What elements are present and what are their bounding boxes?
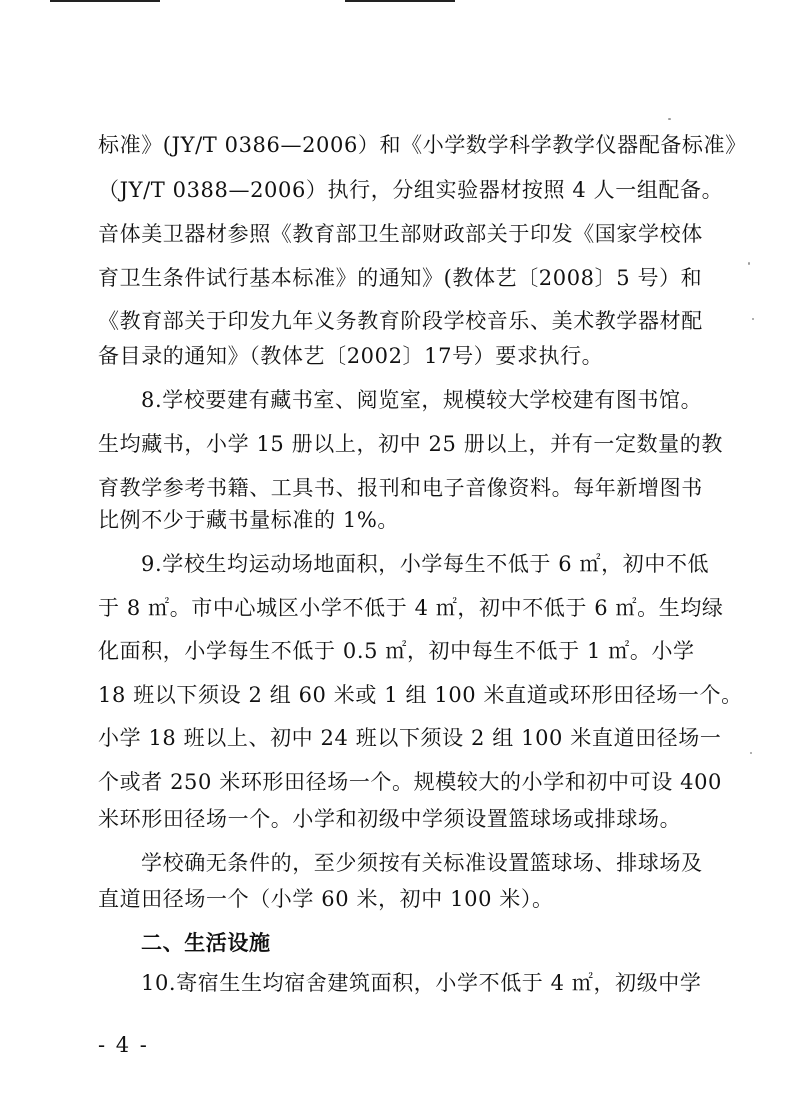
text-line: 比例不少于藏书量标准的 1%。: [98, 508, 399, 532]
text-line: 生均藏书，小学 15 册以上，初中 25 册以上，并有一定数量的教: [98, 432, 723, 456]
text-line: 标准》(JY/T 0386—2006）和《小学数学科学教学仪器配备标准》: [98, 133, 747, 157]
text-line: （JY/T 0388—2006）执行，分组实验器材按照 4 人一组配备。: [98, 178, 724, 202]
paragraph-start: 学校确无条件的，至少须按有关标准设置篮球场、排球场及: [141, 851, 703, 875]
paragraph-9-start: 9.学校生均运动场地面积，小学每生不低于 6 ㎡，初中不低: [141, 552, 710, 576]
text-line: 18 班以下须设 2 组 60 米或 1 组 100 米直道或环形田径场一个。: [98, 683, 743, 707]
text-line: 直道田径场一个（小学 60 米，初中 100 米）。: [98, 887, 554, 911]
text-line: 育教学参考书籍、工具书、报刊和电子音像资料。每年新增图书: [98, 476, 703, 500]
top-rule-left: [50, 0, 160, 2]
page-number: - 4 -: [98, 1033, 149, 1057]
text-line: 个或者 250 米环形田径场一个。规模较大的小学和初中可设 400: [98, 770, 722, 794]
text-line: 于 8 ㎡。市中心城区小学不低于 4 ㎡，初中不低于 6 ㎡。生均绿: [98, 596, 724, 620]
scan-speck: [668, 118, 671, 120]
text-line: 米环形田径场一个。小学和初级中学须设置篮球场或排球场。: [98, 807, 682, 831]
paragraph-10-start: 10.寄宿生生均宿舍建筑面积，小学不低于 4 ㎡，初级中学: [141, 971, 702, 995]
text-line: 育卫生条件试行基本标准》的通知》(教体艺〔2008〕5 号）和: [98, 266, 703, 290]
text-line: 备目录的通知》（教体艺〔2002〕17号）要求执行。: [98, 344, 604, 368]
text-line: 《教育部关于印发九年义务教育阶段学校音乐、美术教学器材配: [98, 309, 703, 333]
scan-speck: [752, 318, 754, 320]
top-rule-right: [345, 0, 455, 2]
text-line: 音体美卫器材参照《教育部卫生部财政部关于印发《国家学校体: [98, 222, 703, 246]
section-heading: 二、生活设施: [141, 931, 271, 955]
scan-speck: [750, 752, 752, 754]
scan-speck: [748, 262, 750, 265]
text-line: 化面积，小学每生不低于 0.5 ㎡，初中每生不低于 1 ㎡。小学: [98, 639, 695, 663]
paragraph-8-start: 8.学校要建有藏书室、阅览室，规模较大学校建有图书馆。: [141, 388, 703, 412]
text-line: 小学 18 班以上、初中 24 班以下须设 2 组 100 米直道田径场一: [98, 726, 722, 750]
